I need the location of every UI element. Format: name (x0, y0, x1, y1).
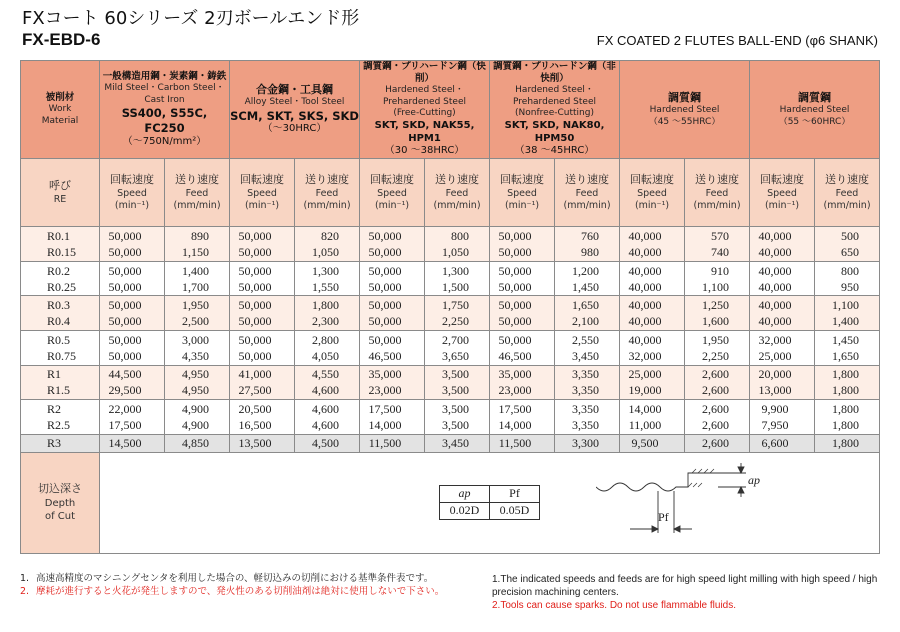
speed-cell: 50,000 50,000 (100, 331, 165, 366)
english-title: FX COATED 2 FLUTES BALL-END (φ6 SHANK) (596, 33, 878, 48)
feed-cell: 910 1,100 (685, 261, 750, 296)
speed-cell: 50,000 50,000 (490, 227, 555, 262)
feed-cell: 1,100 1,400 (815, 296, 880, 331)
feed-cell: 1,800 (815, 434, 880, 452)
feed-cell: 800 1,050 (425, 227, 490, 262)
table-row (21, 331, 880, 366)
speed-cell: 50,000 50,000 (100, 261, 165, 296)
feed-cell: 4,500 (295, 434, 360, 452)
pf-header: Pf (490, 485, 540, 502)
feed-cell: 4,600 4,600 (295, 400, 360, 435)
speed-cell: 50,000 50,000 (360, 227, 425, 262)
feed-cell: 1,800 1,800 (815, 365, 880, 400)
speed-header: 回転速度 Speed (min⁻¹) (360, 159, 425, 227)
feed-header: 送り速度 Feed (mm/min) (815, 159, 880, 227)
speed-cell: 40,000 40,000 (620, 227, 685, 262)
feed-cell: 1,300 1,550 (295, 261, 360, 296)
table-row (21, 296, 880, 331)
material-header: 一般構造用鋼・炭素鋼・鋳鉄 Mild Steel・Carbon Steel・ Cast Iron SS400, S55C, FC250 （〜750N/mm²） (100, 61, 230, 159)
feed-cell: 3,500 3,500 (425, 400, 490, 435)
re-cell: R0.1 R0.15 (21, 227, 100, 262)
material-header-row (21, 61, 880, 159)
material-header: 調質鋼・プリハードン鋼（快削） Hardened Steel・ Prehardened Steel (Free-Cutting) SKT, SKD, NAK55, HPM1 （30 〜38HRC） (360, 61, 490, 159)
depth-of-cut-table (439, 485, 540, 520)
feed-cell: 1,750 2,250 (425, 296, 490, 331)
speed-cell: 35,000 23,000 (360, 365, 425, 400)
feed-cell: 2,550 3,450 (555, 331, 620, 366)
feed-cell: 570 740 (685, 227, 750, 262)
speed-cell: 20,500 16,500 (230, 400, 295, 435)
re-cell: R3 (21, 434, 100, 452)
feed-cell: 1,650 2,100 (555, 296, 620, 331)
speed-cell: 50,000 50,000 (230, 331, 295, 366)
work-material-label: 被削材 Work Material (21, 61, 100, 159)
table-row (21, 365, 880, 400)
cutting-conditions-table (20, 60, 880, 554)
depth-of-cut-content (100, 452, 880, 553)
feed-cell: 1,800 1,800 (815, 400, 880, 435)
re-cell: R0.3 R0.4 (21, 296, 100, 331)
feed-cell: 1,950 2,250 (685, 331, 750, 366)
speed-cell: 9,500 (620, 434, 685, 452)
diagram-pf-label: Pf (658, 509, 669, 524)
feed-cell: 2,800 4,050 (295, 331, 360, 366)
note-en-1: 1.The indicated speeds and feeds are for high speed light milling with high speed / high precision machining centers. (492, 574, 878, 598)
feed-cell: 3,000 4,350 (165, 331, 230, 366)
material-header: 調質鋼 Hardened Steel （55 〜60HRC） (750, 61, 880, 159)
feed-cell: 2,600 2,600 (685, 365, 750, 400)
feed-cell: 2,600 2,600 (685, 400, 750, 435)
ap-header: ap (440, 485, 490, 502)
feed-cell: 3,500 3,500 (425, 365, 490, 400)
feed-cell: 3,350 3,350 (555, 400, 620, 435)
speed-cell: 13,500 (230, 434, 295, 452)
material-header: 合金鋼・工具鋼 Alloy Steel・Tool Steel SCM, SKT, SKS, SKD （〜30HRC） (230, 61, 360, 159)
feed-cell: 500 650 (815, 227, 880, 262)
speed-cell: 50,000 50,000 (100, 227, 165, 262)
table-row (21, 261, 880, 296)
diagram-ap-label: ap (748, 472, 760, 487)
speed-cell: 50,000 50,000 (230, 261, 295, 296)
table-row (21, 227, 880, 262)
speed-cell: 22,000 17,500 (100, 400, 165, 435)
feed-cell: 800 950 (815, 261, 880, 296)
note-jp-2: 2. 摩耗が進行すると火花が発生しますので、発火性のある切削油剤は絶対に使用しないで下さい。 (20, 586, 445, 597)
speed-cell: 9,900 7,950 (750, 400, 815, 435)
feed-cell: 760 980 (555, 227, 620, 262)
speed-header: 回転速度 Speed (min⁻¹) (490, 159, 555, 227)
feed-cell: 4,550 4,600 (295, 365, 360, 400)
speed-cell: 50,000 50,000 (490, 296, 555, 331)
speed-cell: 40,000 40,000 (750, 296, 815, 331)
speed-cell: 50,000 50,000 (360, 261, 425, 296)
feed-header: 送り速度 Feed (mm/min) (425, 159, 490, 227)
material-header: 調質鋼 Hardened Steel （45 〜55HRC） (620, 61, 750, 159)
nominal-re-label: 呼び RE (21, 159, 100, 227)
speed-cell: 50,000 50,000 (100, 296, 165, 331)
speed-cell: 50,000 50,000 (360, 296, 425, 331)
speed-cell: 32,000 25,000 (750, 331, 815, 366)
depth-of-cut-diagram (596, 459, 766, 543)
speed-cell: 41,000 27,500 (230, 365, 295, 400)
speed-cell: 50,000 50,000 (230, 296, 295, 331)
depth-of-cut-row (21, 452, 880, 553)
speed-cell: 50,000 46,500 (490, 331, 555, 366)
feed-cell: 2,700 3,650 (425, 331, 490, 366)
re-cell: R2 R2.5 (21, 400, 100, 435)
material-header: 調質鋼・プリハードン鋼（非快削） Hardened Steel・ Prehardened Steel (Nonfree-Cutting) SKT, SKD, NAK80, HPM50 （38 〜45HRC） (490, 61, 620, 159)
note-en-2: 2.Tools can cause sparks. Do not use flammable fluids. (492, 600, 737, 611)
speed-header: 回転速度 Speed (min⁻¹) (230, 159, 295, 227)
speed-cell: 14,000 11,000 (620, 400, 685, 435)
feed-cell: 890 1,150 (165, 227, 230, 262)
speed-cell: 17,500 14,000 (360, 400, 425, 435)
speed-cell: 40,000 40,000 (620, 296, 685, 331)
feed-header: 送り速度 Feed (mm/min) (685, 159, 750, 227)
feed-header: 送り速度 Feed (mm/min) (165, 159, 230, 227)
feed-cell: 3,350 3,350 (555, 365, 620, 400)
speed-cell: 50,000 46,500 (360, 331, 425, 366)
notes-english (492, 573, 884, 612)
speed-cell: 14,500 (100, 434, 165, 452)
speed-cell: 50,000 50,000 (230, 227, 295, 262)
speed-cell: 35,000 23,000 (490, 365, 555, 400)
feed-cell: 1,400 1,700 (165, 261, 230, 296)
speed-header: 回転速度 Speed (min⁻¹) (750, 159, 815, 227)
feed-cell: 1,250 1,600 (685, 296, 750, 331)
page-title: FXコート 60シリーズ 2刃ボールエンド形 (22, 8, 360, 29)
feed-cell: 1,800 2,300 (295, 296, 360, 331)
feed-cell: 4,950 4,950 (165, 365, 230, 400)
feed-cell: 1,200 1,450 (555, 261, 620, 296)
speed-cell: 17,500 14,000 (490, 400, 555, 435)
speed-cell: 40,000 32,000 (620, 331, 685, 366)
note-jp-1: 1. 高速高精度のマシニングセンタを利用した場合の、軽切込みの切削における基準条件表です。 (20, 573, 434, 584)
speed-feed-header-row (21, 159, 880, 227)
speed-cell: 11,500 (360, 434, 425, 452)
speed-cell: 6,600 (750, 434, 815, 452)
depth-of-cut-label: 切込深さ Depth of Cut (21, 452, 100, 553)
table-row (21, 434, 880, 452)
feed-cell: 4,900 4,900 (165, 400, 230, 435)
notes-japanese (20, 572, 482, 598)
speed-cell: 40,000 40,000 (620, 261, 685, 296)
table-row (21, 400, 880, 435)
feed-cell: 820 1,050 (295, 227, 360, 262)
feed-cell: 1,450 1,650 (815, 331, 880, 366)
speed-header: 回転速度 Speed (min⁻¹) (100, 159, 165, 227)
speed-cell: 40,000 40,000 (750, 261, 815, 296)
speed-cell: 25,000 19,000 (620, 365, 685, 400)
pf-value: 0.05D (490, 502, 540, 519)
speed-cell: 20,000 13,000 (750, 365, 815, 400)
feed-cell: 3,450 (425, 434, 490, 452)
feed-header: 送り速度 Feed (mm/min) (295, 159, 360, 227)
feed-header: 送り速度 Feed (mm/min) (555, 159, 620, 227)
speed-cell: 11,500 (490, 434, 555, 452)
speed-cell: 40,000 40,000 (750, 227, 815, 262)
re-cell: R1 R1.5 (21, 365, 100, 400)
feed-cell: 2,600 (685, 434, 750, 452)
speed-header: 回転速度 Speed (min⁻¹) (620, 159, 685, 227)
re-cell: R0.2 R0.25 (21, 261, 100, 296)
re-cell: R0.5 R0.75 (21, 331, 100, 366)
feed-cell: 1,950 2,500 (165, 296, 230, 331)
ap-value: 0.02D (440, 502, 490, 519)
feed-cell: 1,300 1,500 (425, 261, 490, 296)
feed-cell: 3,300 (555, 434, 620, 452)
speed-cell: 50,000 50,000 (490, 261, 555, 296)
feed-cell: 4,850 (165, 434, 230, 452)
product-code: FX-EBD-6 (22, 30, 101, 49)
speed-cell: 44,500 29,500 (100, 365, 165, 400)
